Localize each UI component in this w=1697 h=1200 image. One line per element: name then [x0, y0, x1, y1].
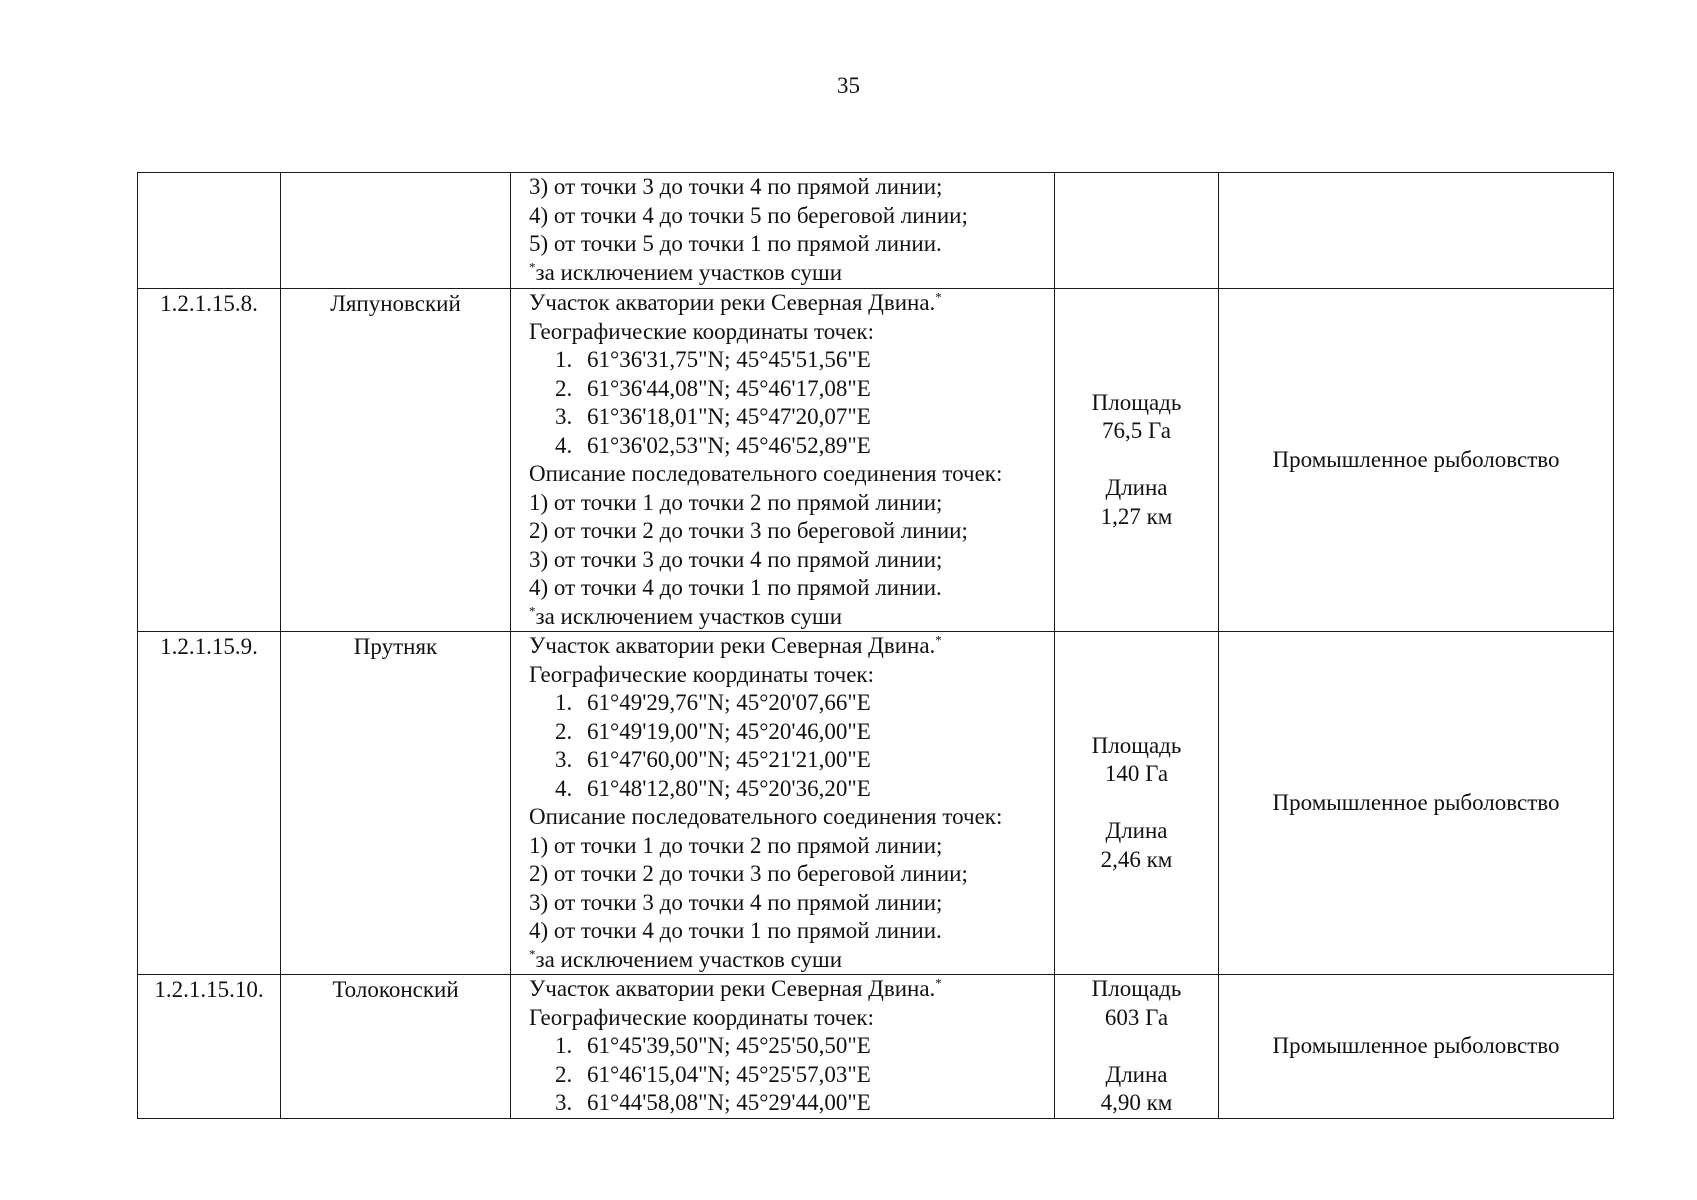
- cell-size: [1055, 289, 1219, 632]
- cell-description: [511, 289, 1055, 632]
- page-number: 35: [837, 73, 860, 98]
- cell-size: [1055, 173, 1219, 289]
- footnote: [529, 946, 1048, 975]
- coordinate-item: 1. 61°49'29,76"N; 45°20'07,66"E: [555, 690, 871, 715]
- coordinate-item: 2. 61°36'44,08"N; 45°46'17,08"E: [555, 375, 871, 401]
- table-row: [138, 632, 1614, 975]
- coordinate-item: 3. 61°44'58,08"N; 45°29'44,00"E: [555, 1090, 871, 1115]
- footnote-text: за исключением участков суши: [535, 259, 843, 285]
- footnote-mark: *: [529, 602, 536, 618]
- coordinate-item: 3. 61°47'60,00"N; 45°21'21,00"E: [555, 747, 871, 772]
- length-label: Длина: [1105, 1061, 1168, 1087]
- step-line: 1) от точки 1 до точки 2 по прямой линии;: [529, 832, 943, 858]
- coordinate-item: 1. 61°45'39,50"N; 45°25'50,50"E: [555, 1033, 871, 1058]
- length-label: Длина: [1105, 818, 1168, 844]
- table-row: [138, 975, 1614, 1119]
- footnote-mark: *: [935, 632, 942, 648]
- cell-size: [1055, 975, 1219, 1119]
- footnote-mark: *: [935, 975, 942, 991]
- connection-label: Описание последовательного соединения точек:: [529, 804, 1003, 829]
- area-label: Площадь: [1091, 976, 1182, 1001]
- coordinate-item: 3. 61°36'18,01"N; 45°47'20,07"E: [555, 404, 871, 429]
- area-value: 76,5 Га: [1102, 418, 1171, 444]
- area-title: Участок акватории реки Северная Двина.*: [529, 289, 942, 315]
- step-line: 4) от точки 4 до точки 1 по прямой линии.: [529, 918, 942, 943]
- area-title: Участок акватории реки Северная Двина.*: [529, 632, 942, 658]
- step-line: 3) от точки 3 до точки 4 по прямой линии;: [529, 174, 943, 199]
- cell-number: 1.2.1.15.9.: [138, 632, 281, 975]
- length-label: Длина: [1105, 475, 1168, 501]
- cell-use: [1219, 173, 1614, 289]
- step-line: 2) от точки 2 до точки 3 по береговой линии;: [529, 861, 968, 886]
- footnote-mark: *: [935, 289, 942, 305]
- step-line: 1) от точки 1 до точки 2 по прямой линии;: [529, 489, 943, 515]
- area-label: Площадь: [1091, 732, 1182, 758]
- cell-name: [281, 173, 511, 289]
- table-row-continuation: [138, 173, 1614, 289]
- coords-label: Географические координаты точек:: [529, 661, 874, 687]
- connection-label: Описание последовательного соединения точек:: [529, 461, 1003, 486]
- cell-name: Толоконский: [281, 975, 511, 1119]
- footnote: [529, 603, 1048, 632]
- footnote: [529, 259, 1048, 288]
- cell-number: [138, 173, 281, 289]
- coordinate-item: 1. 61°36'31,75"N; 45°45'51,56"E: [555, 347, 871, 372]
- area-value: 140 Га: [1104, 761, 1169, 787]
- cell-number: 1.2.1.15.8.: [138, 289, 281, 632]
- cell-name: Прутняк: [281, 632, 511, 975]
- footnote-mark: *: [529, 258, 536, 274]
- cell-number: 1.2.1.15.10.: [138, 975, 281, 1119]
- cell-description: [511, 632, 1055, 975]
- coords-label: Географические координаты точек:: [529, 1004, 874, 1030]
- step-line: 4) от точки 4 до точки 1 по прямой линии.: [529, 575, 942, 600]
- step-line: 2) от точки 2 до точки 3 по береговой линии;: [529, 518, 968, 543]
- cell-use: Промышленное рыболовство: [1219, 289, 1614, 632]
- step-line: 3) от точки 3 до точки 4 по прямой линии;: [529, 889, 943, 915]
- step-line: 5) от точки 5 до точки 1 по прямой линии.: [529, 231, 942, 256]
- cell-description: [511, 173, 1055, 289]
- coords-label: Географические координаты точек:: [529, 318, 874, 344]
- footnote-text: за исключением участков суши: [535, 603, 843, 629]
- cell-name: Ляпуновский: [281, 289, 511, 632]
- cell-description: [511, 975, 1055, 1119]
- step-line: 3) от точки 3 до точки 4 по прямой линии;: [529, 546, 943, 572]
- cell-use: Промышленное рыболовство: [1219, 975, 1614, 1119]
- area-value: 603 Га: [1104, 1004, 1169, 1030]
- footnote-text: за исключением участков суши: [535, 946, 843, 972]
- coordinate-item: 4. 61°48'12,80"N; 45°20'36,20"E: [555, 775, 871, 801]
- step-line: 4) от точки 4 до точки 5 по береговой линии;: [529, 202, 968, 228]
- footnote-mark: *: [529, 945, 536, 961]
- coordinate-item: 4. 61°36'02,53"N; 45°46'52,89"E: [555, 432, 871, 458]
- length-value: 4,90 км: [1100, 1090, 1173, 1115]
- length-value: 2,46 км: [1100, 846, 1173, 872]
- area-label: Площадь: [1091, 389, 1182, 415]
- coordinate-item: 2. 61°46'15,04"N; 45°25'57,03"E: [555, 1061, 871, 1087]
- fishing-areas-table: [137, 172, 1614, 1119]
- cell-size: [1055, 632, 1219, 975]
- cell-use: Промышленное рыболовство: [1219, 632, 1614, 975]
- length-value: 1,27 км: [1100, 503, 1173, 529]
- coordinate-item: 2. 61°49'19,00"N; 45°20'46,00"E: [555, 718, 871, 744]
- area-title: Участок акватории реки Северная Двина.*: [529, 975, 942, 1001]
- table-row: [138, 289, 1614, 632]
